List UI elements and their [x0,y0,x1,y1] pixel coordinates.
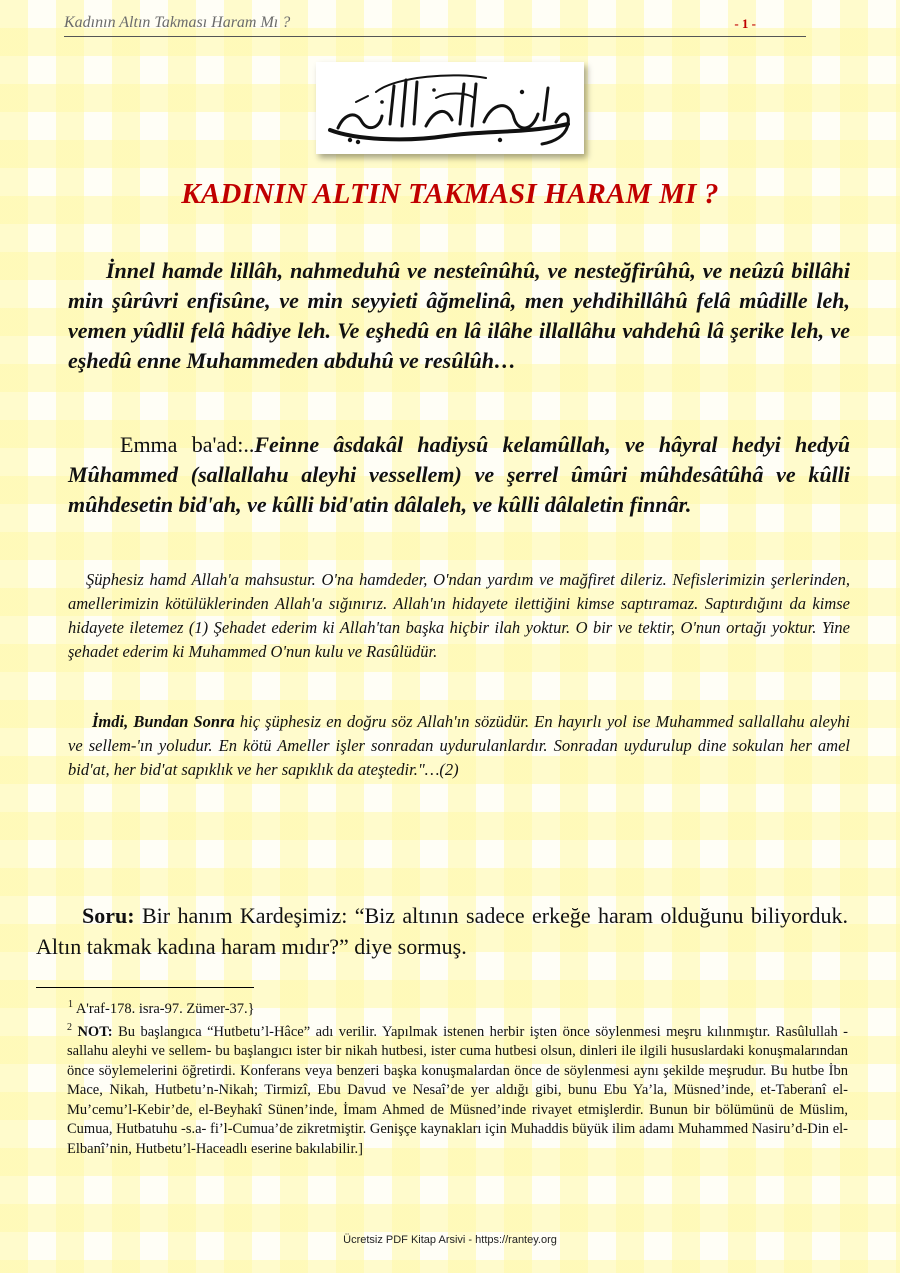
footnote-1-number: 1 [68,999,73,1010]
question-text: Bir hanım Kardeşimiz: “Biz altının sadece erkeğe haram olduğunu biliyorduk. Altın takmak kadına haram mıdır?” diye sormuş. [36,903,849,959]
imdi-text: hiç şüphesiz en doğru söz Allah'ın sözüdür. En hayırlı yol ise Muhammed sallallahu aleyhi ve sellem-'ın yoludur. En kötü Ameller işler sonradan uydurulanlardır. Sonradan uydurulup dine sokulan her amel bid'at, her bid'at sapıklık ve her sapıklık da ateştedir."…(2) [68,712,851,779]
opening-transliteration-text: İnnel hamde lillâh, nahmeduhû ve nesteînûhû, ve nesteğfirûhû, ve neûzû billâhi min şûrûvri enfisûne, ve min seyyieti âğmelinâ, men yehdihillâhû felâ mûdille leh, vemen yûdlil felâ hâdiye leh. Ve eşhedû en lâ ilâhe illallâhu vahdehû lâ şerike leh, ve eşhedû enne Muhammeden abduhû ve resûlûh… [68,258,850,373]
page-footer: Ücretsiz PDF Kitap Arsivi - https://rantey.org [343,1234,557,1246]
page-number: - 1 - [734,16,756,31]
question-lead: Soru: [82,903,135,928]
opening-transliteration [68,256,850,376]
basmala-calligraphy [316,62,584,154]
calligraphy-image [316,62,584,154]
footnote-2-text: Bu başlangıca “Hutbetu’l-Hâce” adı verilir. Yapılmak istenen herbir işten önce söylenmesi meşru kılınmıştır. Rasûlullah -sallahu aleyhi ve sellem- bu başlangıcı ister bir nikah hutbesi, ister cuma hutbesi olsun, dinleri ile ilgili hususlardaki konuşmalarından önce söylemelerini öğretirdi. Konferans veya benzeri başka konuşmalardan önce de söylenmesi aynı şekilde meşrudur. Bu hutbe İbn Mace, Nikah, Hutbetu’n-Nikah; Tirmizî, Ebu Davud ve Nesaî’de yer aldığı gibi, bunu Ebu Ya’la, Müsned’inde, et-Taberanî el-Mu’cemu’l-Kebir’de, el-Beyhakî Sünen’inde, İmam Ahmed de Müsned’inde rivayet etmişlerdir. Bunun bir bölümünü de Müslim, Cumua, Hutbatuhu -s.a- fi’l-Cumua’de zikretmiştir. Genişçe kaynakları için Muhaddis büyük ilim adamı Muhammed Nasiru’d-Din el-Elbanî’nin, Hutbetu’l-Haceadlı eserine bakılabilir.] [67,1023,848,1157]
emma-baad-text: Feinne âsdakâl hadiysû kelamûllah, ve hâyral hedyi hedyû Mûhammed (sallallahu aleyhi vessellem) ve şerrel ûmûri mûhdesâtûhâ ve kûlli mûhdesetin bid'ah, ve kûlli bid'atin dâlaleh, ve kûlli dâlaletin finnâr. [68,432,850,517]
footnote-1-text: A'raf-178. isra-97. Zümer-37.} [75,1000,255,1017]
page-header [64,12,806,37]
running-title: Kadının Altın Takması Haram Mı ? [64,14,291,31]
turkish-translation-text: Şüphesiz hamd Allah'a mahsustur. O'na hamdeder, O'ndan yardım ve mağfiret dileriz. Nefislerimizin şerlerinden, amellerimizin kötülüklerinden Allah'a sığınırız. Allah'ın hidayete ilettiğini kimse saptıramaz. Saptırdığını da kimse hidayete iletemez (1) Şehadet ederim ki Allah'tan başka hiçbir ilah yoktur. O bir ve tektir, O'nun ortağı yoktur. Yine şehadet ederim ki Muhammed O'nun kulu ve Rasûlüdür. [68,570,850,661]
footnote-separator [36,987,254,988]
emma-baad-transliteration [68,430,850,520]
imdi-lead: İmdi, Bundan Sonra [92,712,235,731]
imdi-paragraph [68,710,850,782]
footnote-2-lead: NOT: [77,1023,113,1040]
footnote-2 [67,1018,848,1159]
document-title: KADININ ALTIN TAKMASI HARAM MI ? [181,178,719,210]
footnote-2-number: 2 [67,1022,72,1033]
emma-baad-lead: Emma ba'ad:.. [120,432,255,457]
turkish-translation-paragraph [68,568,850,664]
question-paragraph [36,900,848,962]
footnote-1 [68,995,848,1019]
